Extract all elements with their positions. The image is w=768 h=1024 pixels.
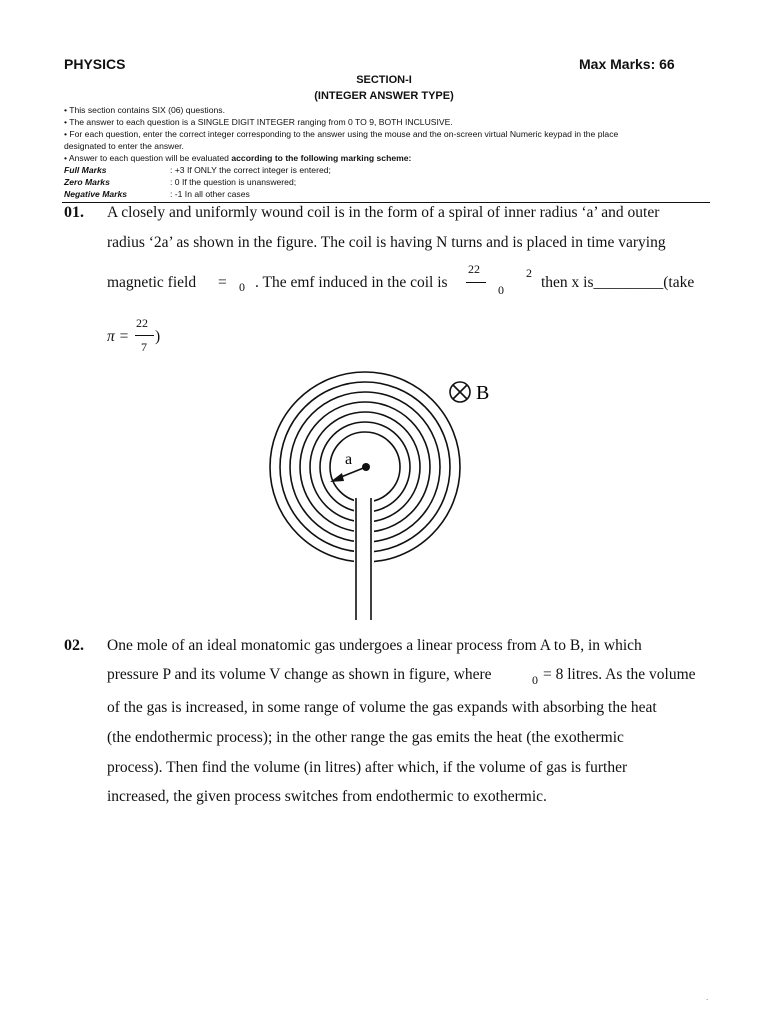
section-divider (62, 202, 710, 203)
pi-equation: π = (107, 328, 130, 345)
scheme-label-negative: Negative Marks (64, 189, 128, 199)
q1-text-line: then x is_________(take (541, 274, 695, 291)
pi-denominator: 7 (141, 340, 147, 354)
max-marks: Max Marks: 66 (579, 56, 675, 72)
q1-text-line: A closely and uniformly wound coil is in the form of a spiral of inner radius ‘a’ and outer (107, 204, 660, 221)
q1-fraction-numerator: 22 (468, 262, 480, 276)
instruction-line: • This section contains SIX (06) questions. (64, 105, 225, 115)
scheme-value-zero: : 0 If the question is unanswered; (170, 177, 297, 187)
instruction-line: • For each question, enter the correct integer corresponding to the answer using the mouse and the on-screen virtual Numeric keypad in the place (64, 129, 619, 139)
magnetic-field-into-page-icon (450, 382, 470, 402)
q2-text-line: increased, the given process switches from endothermic to exothermic. (107, 788, 547, 805)
q1-text-line: . The emf induced in the coil is (255, 274, 448, 291)
q1-fraction-bar (466, 282, 486, 283)
field-label: B (476, 382, 490, 404)
pi-fraction-bar (135, 335, 154, 336)
instruction-text: • Answer to each question will be evaluated (64, 153, 232, 163)
scheme-label-zero: Zero Marks (64, 177, 110, 187)
section-title: SECTION-I (356, 74, 412, 86)
spiral-coil-figure (250, 370, 510, 625)
q2-text-line: (the endothermic process); in the other range the gas emits the heat (the exothermic (107, 729, 624, 746)
scheme-label-full: Full Marks (64, 165, 107, 175)
q2-subscript: 0 (532, 673, 538, 687)
q1-superscript: 2 (526, 266, 532, 280)
question-number-2: 02. (64, 637, 84, 654)
pi-numerator: 22 (136, 316, 148, 330)
q2-text-line: One mole of an ideal monatomic gas undergoes a linear process from A to B, in which (107, 637, 642, 654)
q2-text-line: of the gas is increased, in some range of volume the gas expands with absorbing the heat (107, 699, 657, 716)
radius-label: a (345, 451, 353, 468)
q1-subscript: 0 (239, 280, 245, 294)
q1-text-line: magnetic field (107, 274, 197, 291)
q1-subscript: 0 (498, 283, 504, 297)
instruction-line: • The answer to each question is a SINGLE DIGIT INTEGER ranging from 0 TO 9, BOTH INCLUSIVE. (64, 117, 453, 127)
q2-text-line: process). Then find the volume (in litres) after which, if the volume of gas is further (107, 759, 628, 776)
subject-title: PHYSICS (64, 56, 126, 72)
q1-text-line: radius ‘2a’ as shown in the figure. The coil is having N turns and is placed in time varying (107, 234, 666, 251)
q1-equals: = (218, 274, 227, 291)
scheme-value-negative: : -1 In all other cases (170, 189, 250, 199)
q2-text-line: pressure P and its volume V change as shown in figure, where (107, 666, 492, 683)
instruction-line (64, 153, 411, 163)
question-number-1: 01. (64, 204, 84, 221)
footer-mark: . (706, 993, 709, 1002)
section-subtitle: (INTEGER ANSWER TYPE) (314, 90, 454, 102)
instruction-bold-text: according to the following marking scheme: (231, 153, 412, 163)
q2-text-line: = 8 litres. As the volume (543, 666, 696, 683)
instruction-line: designated to enter the answer. (64, 141, 184, 151)
pi-close-paren: ) (155, 328, 161, 345)
scheme-value-full: : +3 If ONLY the correct integer is entered; (170, 165, 331, 175)
